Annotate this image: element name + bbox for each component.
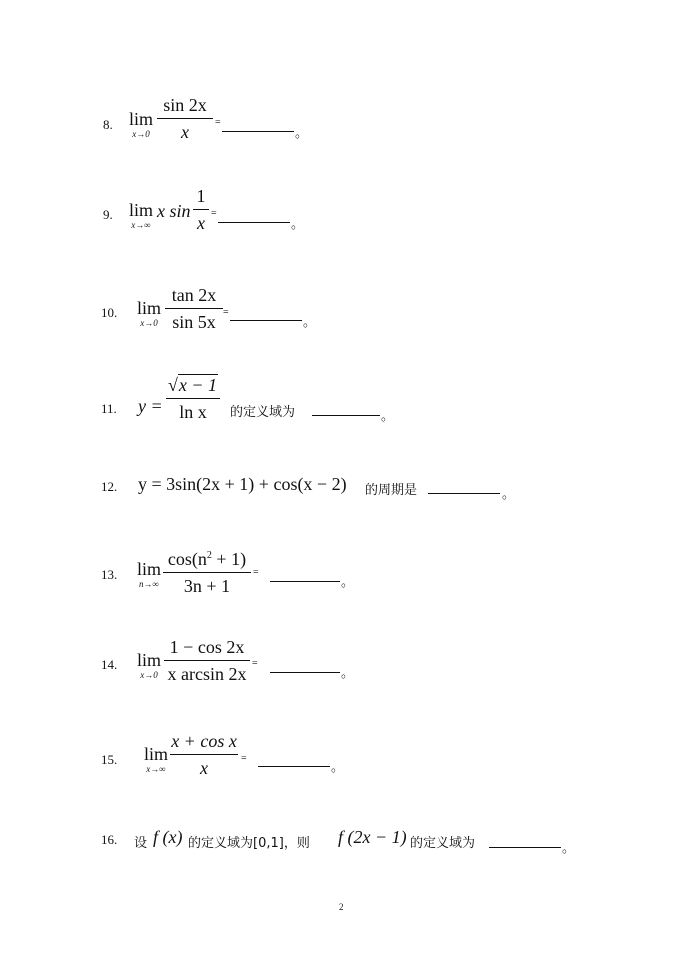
equals-sign: =: [211, 208, 217, 219]
equals-sign: =: [253, 567, 259, 578]
answer-blank[interactable]: [270, 671, 340, 673]
text-period: 的周期是: [365, 483, 418, 498]
fraction: [165, 285, 223, 332]
answer-blank[interactable]: [312, 414, 380, 416]
lim-word: lim: [136, 298, 161, 318]
fraction-bar: [165, 308, 223, 309]
full-stop: 。: [341, 665, 355, 680]
numerator: [163, 546, 251, 569]
answer-blank[interactable]: [230, 319, 302, 321]
denominator: x: [200, 758, 208, 778]
exponent: 2: [206, 550, 212, 561]
fraction: [163, 546, 251, 596]
limit-operator: [126, 110, 156, 139]
text-let: 设: [134, 836, 148, 851]
equals-sign: =: [223, 307, 229, 318]
problem-number: 14.: [101, 657, 118, 672]
problem-number: 9.: [103, 207, 113, 222]
problem-number: 16.: [101, 832, 118, 847]
fraction-bar: [164, 660, 250, 661]
problem-number: 11.: [101, 401, 117, 416]
function-f-2x-1: f (2x − 1): [338, 827, 407, 847]
lim-subscript: x→0: [132, 129, 150, 139]
limit-operator: [126, 201, 156, 230]
lim-word: lim: [143, 744, 168, 764]
numerator: 1: [196, 186, 206, 206]
lim-subscript: x→∞: [146, 764, 166, 774]
fraction: [170, 731, 238, 778]
denominator: x: [197, 213, 205, 233]
answer-blank[interactable]: [489, 846, 561, 848]
full-stop: 。: [381, 408, 395, 423]
fraction: [193, 186, 209, 233]
full-stop: 。: [291, 216, 305, 231]
fraction-bar: [170, 754, 238, 755]
numerator: [166, 375, 220, 395]
fraction-bar: [166, 398, 220, 399]
fraction: [157, 95, 213, 142]
problem-number: 12.: [101, 479, 118, 494]
problem-number: 10.: [101, 305, 118, 320]
problem-number: 15.: [101, 752, 118, 767]
lim-word: lim: [136, 559, 161, 579]
limit-operator: [134, 651, 164, 680]
lim-subscript: x→∞: [131, 220, 151, 230]
numerator-part: cos(n: [167, 549, 207, 569]
limit-operator: [134, 560, 164, 589]
answer-blank[interactable]: [218, 221, 290, 223]
lim-subscript: n→∞: [139, 579, 159, 589]
lim-word: lim: [128, 109, 153, 129]
equals-sign: =: [252, 658, 258, 669]
numerator: x + cos x: [171, 731, 237, 751]
answer-blank[interactable]: [270, 580, 340, 582]
sqrt: √x − 1: [167, 375, 218, 395]
full-stop: 。: [303, 314, 317, 329]
denominator: 3n + 1: [183, 576, 231, 596]
numerator: tan 2x: [171, 285, 217, 305]
denominator: x: [181, 122, 189, 142]
expression: x sin: [157, 201, 191, 221]
full-stop: 。: [331, 759, 345, 774]
fraction: [166, 375, 220, 422]
numerator: 1 − cos 2x: [169, 637, 245, 657]
equals-sign: =: [215, 117, 221, 128]
lim-word: lim: [128, 200, 153, 220]
fraction: [164, 637, 250, 684]
radicand: x − 1: [178, 375, 218, 395]
numerator-part: + 1): [211, 549, 247, 569]
lim-subscript: x→0: [140, 318, 158, 328]
lhs: y =: [138, 396, 163, 416]
numerator: sin 2x: [163, 95, 207, 115]
answer-blank[interactable]: [222, 130, 294, 132]
full-stop: 。: [502, 486, 516, 501]
problem-number: 8.: [103, 117, 113, 132]
limit-operator: [134, 299, 164, 328]
page-number: 2: [339, 902, 344, 912]
denominator: ln x: [179, 402, 207, 422]
fraction-bar: [163, 572, 251, 573]
fraction-bar: [193, 209, 209, 210]
text-domain: 的定义域为: [410, 836, 476, 851]
full-stop: 。: [562, 840, 576, 855]
equals-sign: =: [241, 753, 247, 764]
lim-subscript: x→0: [140, 670, 158, 680]
expression: y = 3sin(2x + 1) + cos(x − 2): [138, 474, 347, 494]
fraction-bar: [157, 118, 213, 119]
answer-blank[interactable]: [428, 492, 500, 494]
function-f-x: f (x): [153, 827, 183, 847]
denominator: x arcsin 2x: [167, 664, 247, 684]
limit-operator: [141, 745, 171, 774]
problem-number: 13.: [101, 567, 118, 582]
lim-word: lim: [136, 650, 161, 670]
answer-blank[interactable]: [258, 765, 330, 767]
denominator: sin 5x: [172, 312, 216, 332]
text-domain-given: 的定义域为[0,1]，则: [188, 836, 310, 851]
text-domain: 的定义域为: [230, 405, 296, 420]
full-stop: 。: [295, 125, 309, 140]
full-stop: 。: [341, 574, 355, 589]
